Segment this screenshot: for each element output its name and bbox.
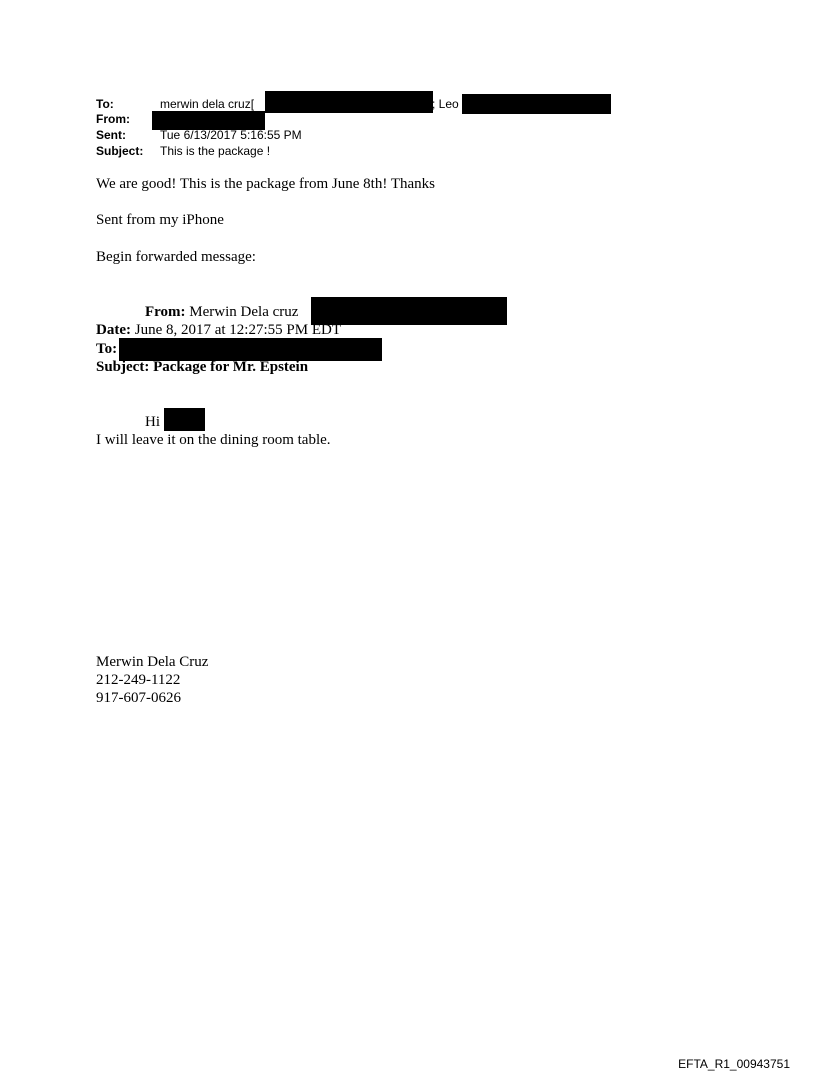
fwd-to-label: To: [96, 341, 118, 357]
subject-label: Subject: [96, 144, 144, 158]
fwd-from-line [145, 303, 298, 321]
signature-phone: 917-607-0626 [96, 690, 181, 706]
from-label: From: [96, 112, 130, 126]
fwd-date-line [96, 321, 341, 339]
body-line: We are good! This is the package from June 8th! Thanks [96, 176, 435, 192]
fwd-date-value: June 8, 2017 at 12:27:55 PM EDT [134, 322, 341, 338]
fwd-date-label: Date: [96, 322, 131, 338]
fwd-subject-line [96, 358, 308, 376]
fwd-from-label: From: [145, 304, 186, 320]
to-value: merwin dela cruz[ [160, 97, 255, 111]
subject-value: This is the package ! [160, 144, 271, 158]
fwd-subject-value: Package for Mr. Epstein [153, 359, 309, 375]
to-separator: ; Leo [432, 97, 459, 111]
sent-label: Sent: [96, 128, 126, 142]
fwd-from-value: Merwin Dela cruz [189, 304, 299, 320]
to-label: To: [96, 97, 114, 111]
signature-phone: 212-249-1122 [96, 672, 181, 688]
document-id: EFTA_R1_00943751 [678, 1057, 790, 1071]
signature-name: Merwin Dela Cruz [96, 654, 209, 670]
redaction-block [462, 94, 611, 114]
redaction-block [265, 91, 433, 113]
body-line: Begin forwarded message: [96, 249, 256, 265]
sent-value: Tue 6/13/2017 5:16:55 PM [160, 128, 302, 142]
redaction-block [164, 408, 205, 431]
body-line: Sent from my iPhone [96, 212, 224, 228]
fwd-message: I will leave it on the dining room table. [96, 432, 331, 448]
fwd-greeting: Hi [145, 414, 160, 430]
fwd-subject-label: Subject: [96, 359, 150, 375]
